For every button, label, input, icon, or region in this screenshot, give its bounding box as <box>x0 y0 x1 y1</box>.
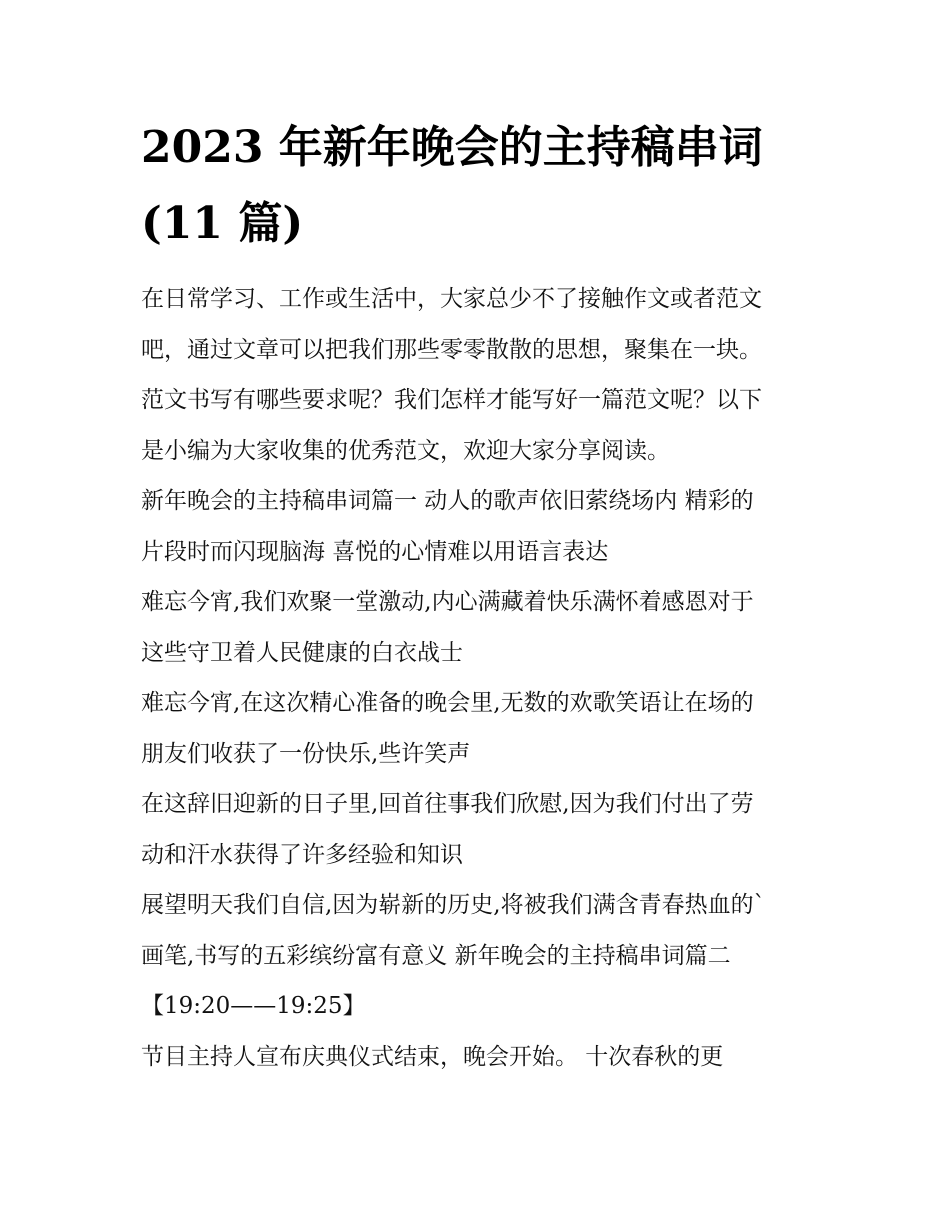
body-paragraph <box>141 779 813 880</box>
body-paragraph <box>141 678 813 779</box>
text-line: 吧，通过文章可以把我们那些零零散散的思想，聚集在一块。 <box>141 336 762 363</box>
body-paragraph <box>141 577 813 678</box>
text-line: 在这辞旧迎新的日子里,回首往事我们欣慰,因为我们付出了劳 <box>141 791 754 817</box>
document-page <box>141 110 813 1082</box>
document-title-line-1: 2023 年新年晚会的主持稿串词 <box>141 122 763 173</box>
text-line: 范文书写有哪些要求呢？我们怎样才能写好一篇范文呢？以下 <box>141 387 762 413</box>
text-line: 片段时而闪现脑海 喜悦的心情难以用语言表达 <box>141 538 609 565</box>
text-line: 朋友们收获了一份快乐,些许笑声 <box>141 740 471 767</box>
text-line: 难忘今宵,在这次精心准备的晚会里,无数的欢歌笑语让在场的 <box>141 690 754 716</box>
text-line: 画笔,书写的五彩缤纷富有意义 新年晚会的主持稿串词篇二 <box>141 942 731 969</box>
text-line: 难忘今宵,我们欢聚一堂激动,内心满藏着快乐满怀着感恩对于 <box>141 589 754 615</box>
text-line: 展望明天我们自信,因为崭新的历史,将被我们满含青春热血的` <box>141 892 766 918</box>
text-line: 是小编为大家收集的优秀范文，欢迎大家分享阅读。 <box>141 437 670 464</box>
body-paragraph <box>141 880 813 981</box>
document-title-line-2: (11 篇) <box>141 198 304 249</box>
document-title <box>141 110 813 262</box>
intro-paragraph <box>141 274 813 476</box>
text-line: 【19:20——19:25】 <box>141 993 366 1019</box>
text-line: 新年晚会的主持稿串词篇一 动人的歌声依旧萦绕场内 精彩的 <box>141 488 754 514</box>
text-line: 动和汗水获得了许多经验和知识 <box>141 841 463 868</box>
document-body <box>141 274 813 1082</box>
section-one-paragraph <box>141 476 813 577</box>
body-paragraph <box>141 1032 813 1083</box>
text-line: 这些守卫着人民健康的白衣战士 <box>141 639 463 666</box>
time-marker <box>141 981 813 1032</box>
text-line: 在日常学习、工作或生活中，大家总少不了接触作文或者范文 <box>141 286 762 312</box>
text-line: 节目主持人宣布庆典仪式结束，晚会开始。 十次春秋的更 <box>141 1043 724 1070</box>
